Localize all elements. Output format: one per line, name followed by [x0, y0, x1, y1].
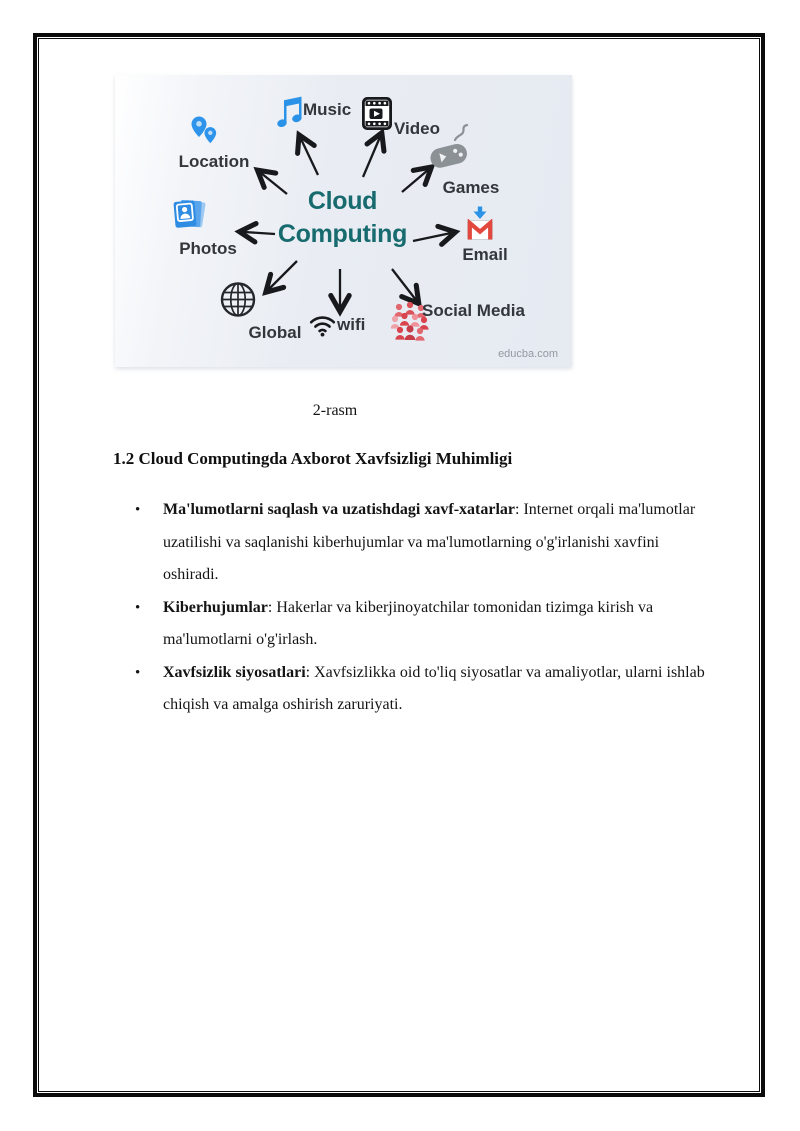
- diagram-label-video: Video: [394, 119, 440, 138]
- bullet-term: Kiberhujumlar: [163, 598, 268, 616]
- diagram-label-games: Games: [442, 178, 500, 197]
- diagram-label-music: Music: [303, 100, 352, 119]
- music-icon: [275, 96, 302, 130]
- location-icon: [189, 115, 219, 151]
- center-title-line1: Cloud: [307, 187, 378, 215]
- bullet-desc: : Internet orqali ma'lumotlar uzatilishi va saqlanishi kiberhujumlar va ma'lumotlarning o'g'irlanishi xavfini oshiradi.: [163, 501, 696, 583]
- diagram-label-photos: Photos: [179, 239, 237, 258]
- diagram-label-location: Location: [178, 152, 250, 171]
- arrow-to-global: [269, 261, 297, 289]
- bullet-desc: : Hakerlar va kiberjinoyatchilar tomonidan tizimga kirish va ma'lumotlarni o'g'irlash.: [163, 598, 654, 648]
- video-icon: [362, 97, 392, 130]
- watermark: educba.com: [498, 348, 558, 360]
- arrow-to-video: [363, 137, 380, 177]
- diagram-label-email: Email: [462, 245, 508, 264]
- list-item: [132, 592, 714, 657]
- bullet-term: Xavfsizlik siyosatlari: [163, 663, 306, 681]
- figure-caption: 2-rasm: [312, 402, 358, 419]
- diagram-label-wifi: wifi: [337, 315, 366, 334]
- games-icon: [427, 123, 471, 171]
- diagram-label-social-media: Social Media: [422, 301, 525, 320]
- photos-icon: [172, 197, 208, 233]
- list-item: [132, 657, 714, 722]
- diagram-center-title: [235, 185, 450, 251]
- arrow-to-social-media: [392, 269, 416, 300]
- arrow-to-music: [301, 139, 318, 175]
- diagram-label-global: Global: [248, 323, 302, 342]
- list-item: [132, 494, 714, 592]
- cloud-computing-figure: [115, 75, 572, 367]
- email-icon: [463, 206, 497, 246]
- globe-icon: [219, 281, 257, 318]
- bullet-list: [132, 494, 714, 722]
- section-heading: 1.2 Cloud Computingda Axborot Xavfsizligi Muhimligi: [113, 449, 513, 468]
- wifi-icon: [309, 314, 336, 337]
- center-title-line2: Computing: [277, 220, 408, 248]
- bullet-desc: : Xavfsizlikka oid to'liq siyosatlar va amaliyotlar, ularni ishlab chiqish va amalga oshirish zaruriyati.: [163, 663, 705, 713]
- bullet-term: Ma'lumotlarni saqlash va uzatishdagi xavf-xatarlar: [163, 501, 516, 518]
